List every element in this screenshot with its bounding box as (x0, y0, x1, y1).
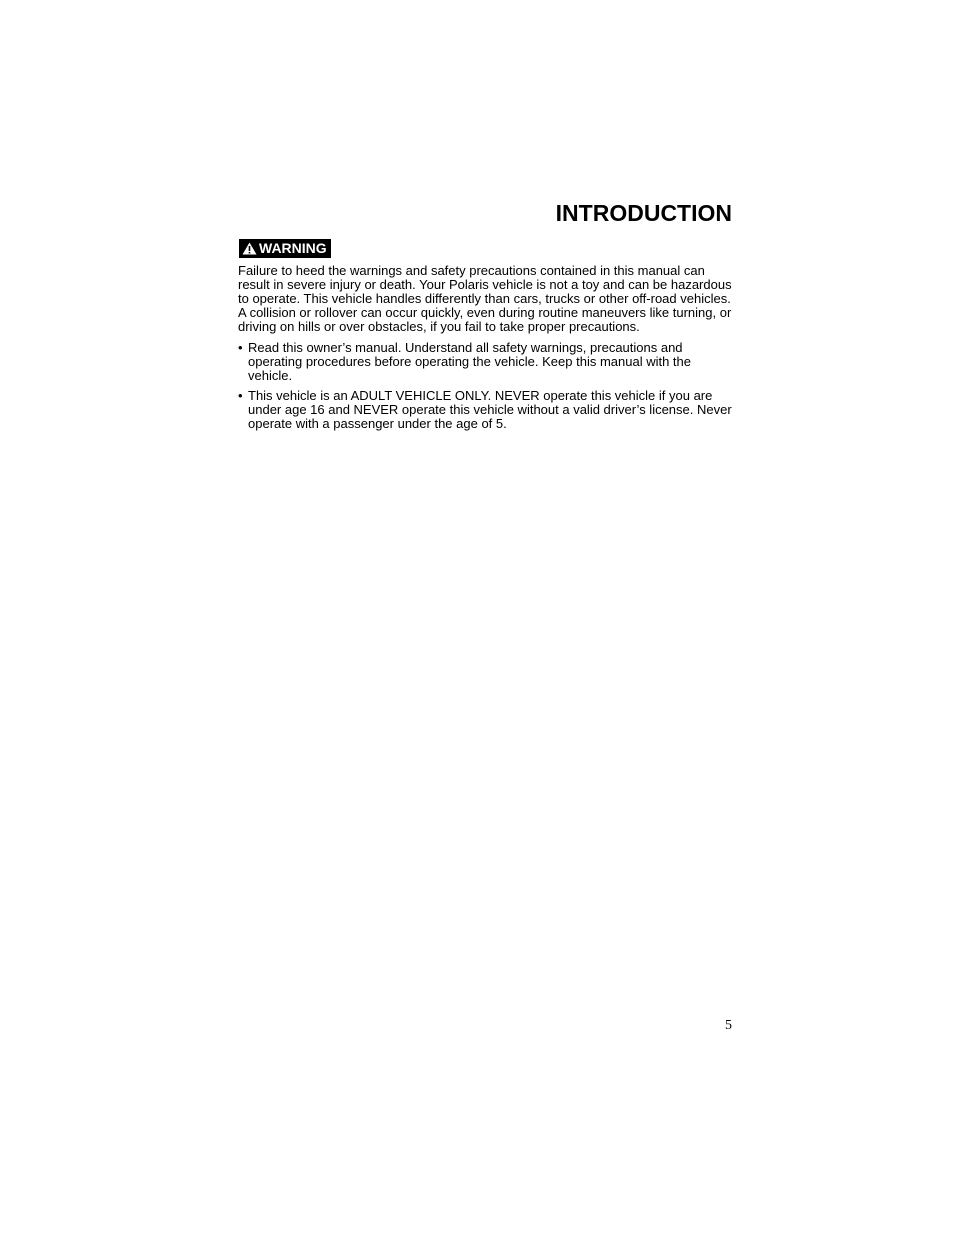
warning-paragraph: Failure to heed the warnings and safety precautions contained in this manual can result in severe injury or death. Your Polaris vehicle is not a toy and can be hazardous to operate. This vehicle handles differently than cars, trucks or other off-road vehicles. A collision or rollover can occur quickly, even during routine maneuvers like turning, or driving on hills or over obstacles, if you fail to take proper precautions. (238, 263, 732, 334)
bullet-symbol: • (238, 388, 243, 403)
bullet-symbol: • (238, 340, 243, 355)
page-title: INTRODUCTION (555, 200, 732, 226)
page-number: 5 (725, 1018, 732, 1033)
warning-label: WARNING (259, 240, 327, 256)
list-item (238, 389, 733, 431)
list-item (238, 341, 733, 383)
warning-triangle-icon (242, 242, 257, 255)
list-item-text: This vehicle is an ADULT VEHICLE ONLY. NEVER operate this vehicle if you are under age 16 and NEVER operate this vehicle without a valid driver’s license. Never operate with a passenger under the age of 5. (248, 388, 732, 431)
warning-content (238, 264, 733, 437)
warning-bullet-list (238, 341, 733, 431)
list-item-text: Read this owner’s manual. Understand all safety warnings, precautions and operating procedures before operating the vehicle. Keep this manual with the vehicle. (248, 340, 692, 383)
warning-badge (239, 239, 331, 258)
